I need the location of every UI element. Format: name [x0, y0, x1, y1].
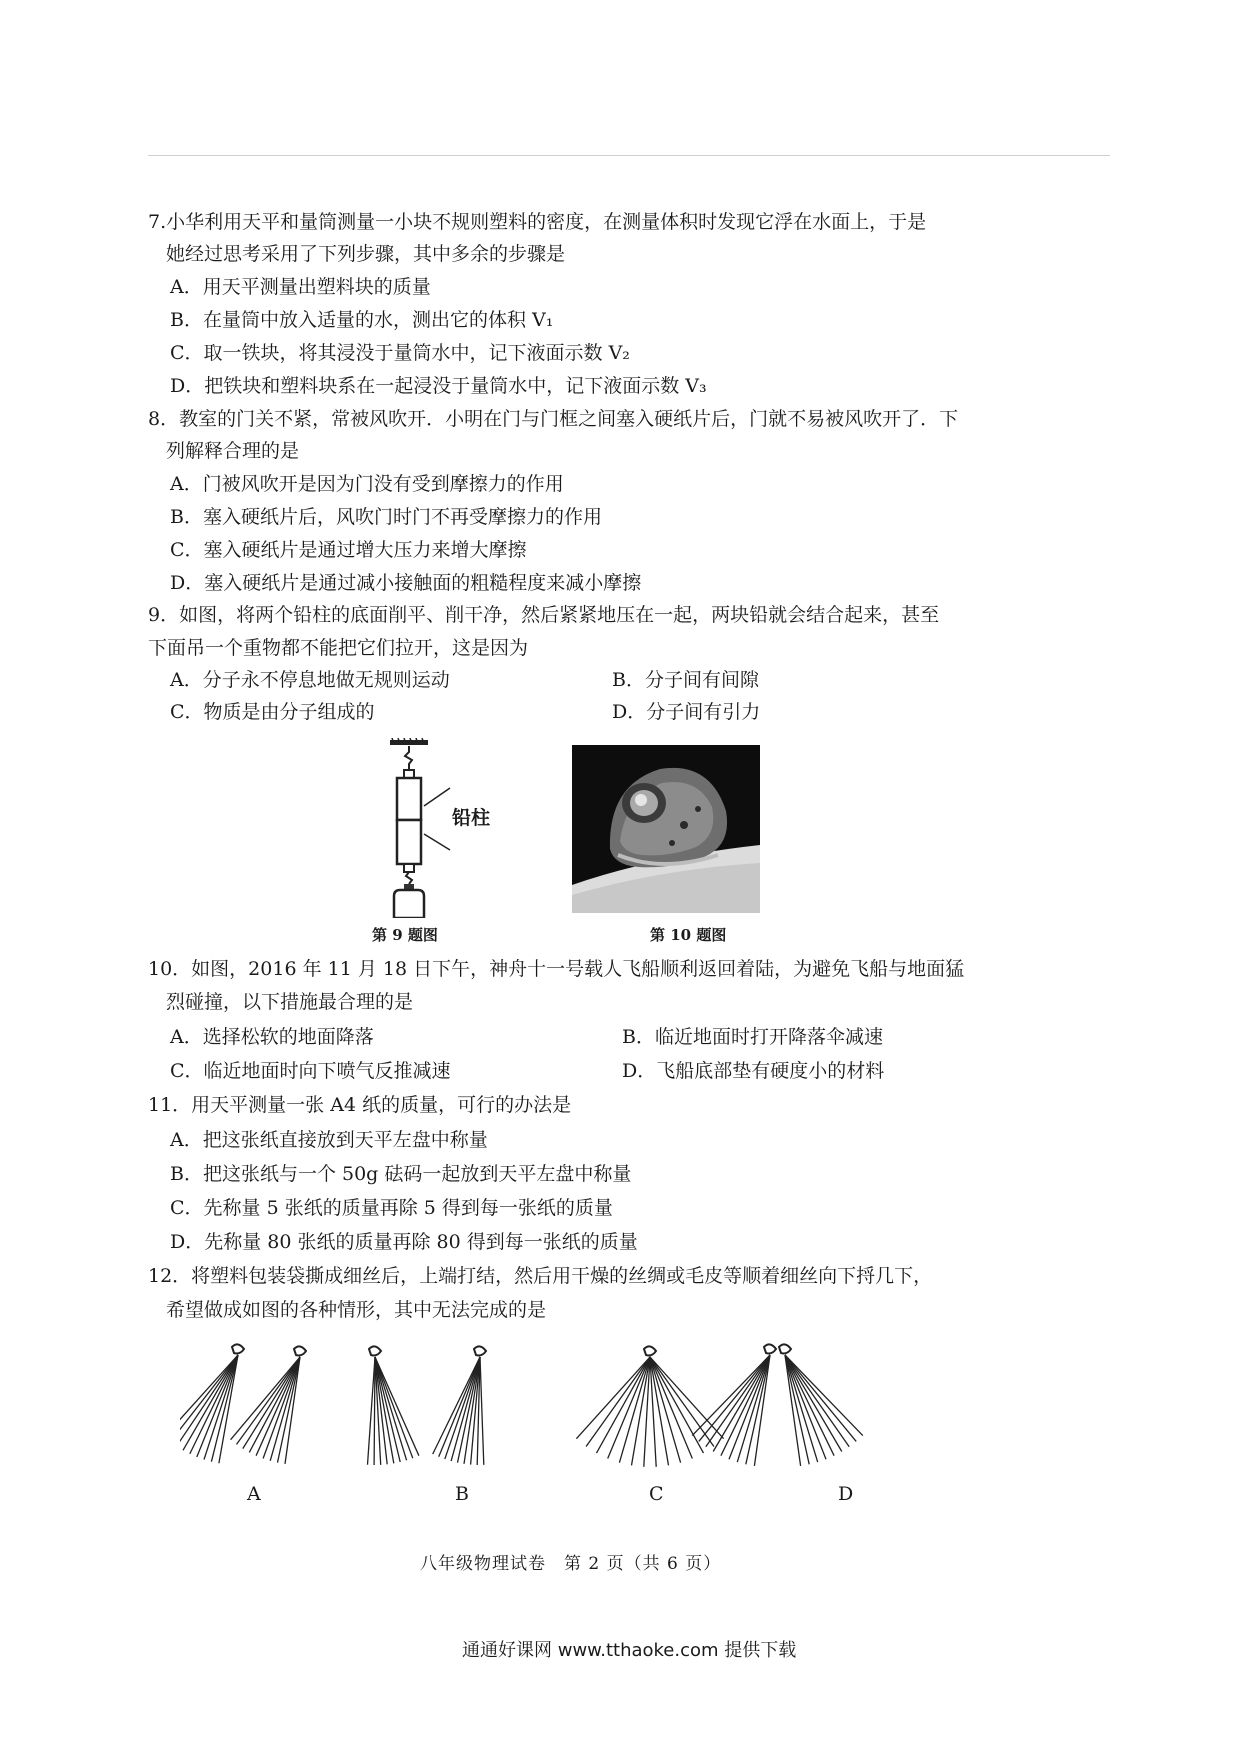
header-rule	[148, 155, 1110, 156]
page-footer: 八年级物理试卷 第 2 页（共 6 页）	[420, 1554, 722, 1574]
q11-option-a: A．把这张纸直接放到天平左盘中称量	[170, 1129, 488, 1151]
plastic-strand-figure	[180, 1335, 940, 1475]
spacecraft-photo	[572, 745, 760, 913]
q8-stem: 8．教室的门关不紧，常被风吹开．小明在门与门框之间塞入硬纸片后，门就不易被风吹开了．下	[148, 408, 959, 430]
q11-stem: 11．用天平测量一张 A4 纸的质量，可行的办法是	[148, 1094, 572, 1116]
figure-9-caption: 第 9 题图	[372, 926, 438, 944]
q7-option-c: C．取一铁块，将其浸没于量筒水中，记下液面示数 V₂	[170, 342, 630, 364]
option-label-d: D	[838, 1483, 854, 1505]
q9-option-c: C．物质是由分子组成的	[170, 701, 375, 723]
q10-option-d: D．飞船底部垫有硬度小的材料	[622, 1060, 885, 1082]
q10-option-a: A．选择松软的地面降落	[170, 1026, 374, 1048]
figure-10-caption: 第 10 题图	[650, 926, 727, 944]
option-label-b: B	[455, 1483, 469, 1505]
q7-option-b: B．在量筒中放入适量的水，测出它的体积 V₁	[170, 309, 554, 331]
q11-option-b: B．把这张纸与一个 50g 砝码一起放到天平左盘中称量	[170, 1163, 632, 1185]
q9-stem: 9．如图，将两个铅柱的底面削平、削干净，然后紧紧地压在一起，两块铅就会结合起来，甚至	[148, 604, 940, 626]
q9-option-b: B．分子间有间隙	[612, 669, 759, 691]
q8-option-d: D．塞入硬纸片是通过减小接触面的粗糙程度来减小摩擦	[170, 572, 642, 594]
q10-stem: 10．如图，2016 年 11 月 18 日下午，神舟十一号载人飞船顺利返回着陆，为避免飞船与地面猛	[148, 958, 965, 980]
q11-option-d: D．先称量 80 张纸的质量再除 80 得到每一张纸的质量	[170, 1231, 638, 1253]
q9-stem-cont: 下面吊一个重物都不能把它们拉开，这是因为	[148, 637, 529, 659]
q12-stem: 12．将塑料包装袋撕成细丝后，上端打结，然后用干燥的丝绸或毛皮等顺着细丝向下捋几下，	[148, 1265, 933, 1287]
q10-stem-cont: 烈碰撞，以下措施最合理的是	[166, 991, 414, 1013]
q7-stem: 7.小华利用天平和量筒测量一小块不规则塑料的密度，在测量体积时发现它浮在水面上，于是	[148, 211, 927, 233]
lead-cylinder-label: 铅柱	[452, 807, 491, 829]
option-label-c: C	[649, 1483, 664, 1505]
q9-option-d: D．分子间有引力	[612, 701, 761, 723]
q10-option-b: B．临近地面时打开降落伞减速	[622, 1026, 883, 1048]
q8-option-a: A．门被风吹开是因为门没有受到摩擦力的作用	[170, 473, 564, 495]
q7-option-d: D．把铁块和塑料块系在一起浸没于量筒水中，记下液面示数 V₃	[170, 375, 707, 397]
q7-option-a: A．用天平测量出塑料块的质量	[170, 276, 431, 298]
option-label-a: A	[247, 1483, 261, 1505]
q12-stem-cont: 希望做成如图的各种情形，其中无法完成的是	[166, 1299, 547, 1321]
q11-option-c: C．先称量 5 张纸的质量再除 5 得到每一张纸的质量	[170, 1197, 613, 1219]
q8-option-b: B．塞入硬纸片后，风吹门时门不再受摩擦力的作用	[170, 506, 602, 528]
q9-option-a: A．分子永不停息地做无规则运动	[170, 669, 450, 691]
download-credit: 通通好课网 www.tthaoke.com 提供下载	[462, 1640, 797, 1661]
q7-stem-cont: 她经过思考采用了下列步骤，其中多余的步骤是	[166, 243, 566, 265]
q10-option-c: C．临近地面时向下喷气反推减速	[170, 1060, 451, 1082]
q8-stem-cont: 列解释合理的是	[166, 440, 300, 462]
q8-option-c: C．塞入硬纸片是通过增大压力来增大摩擦	[170, 539, 527, 561]
